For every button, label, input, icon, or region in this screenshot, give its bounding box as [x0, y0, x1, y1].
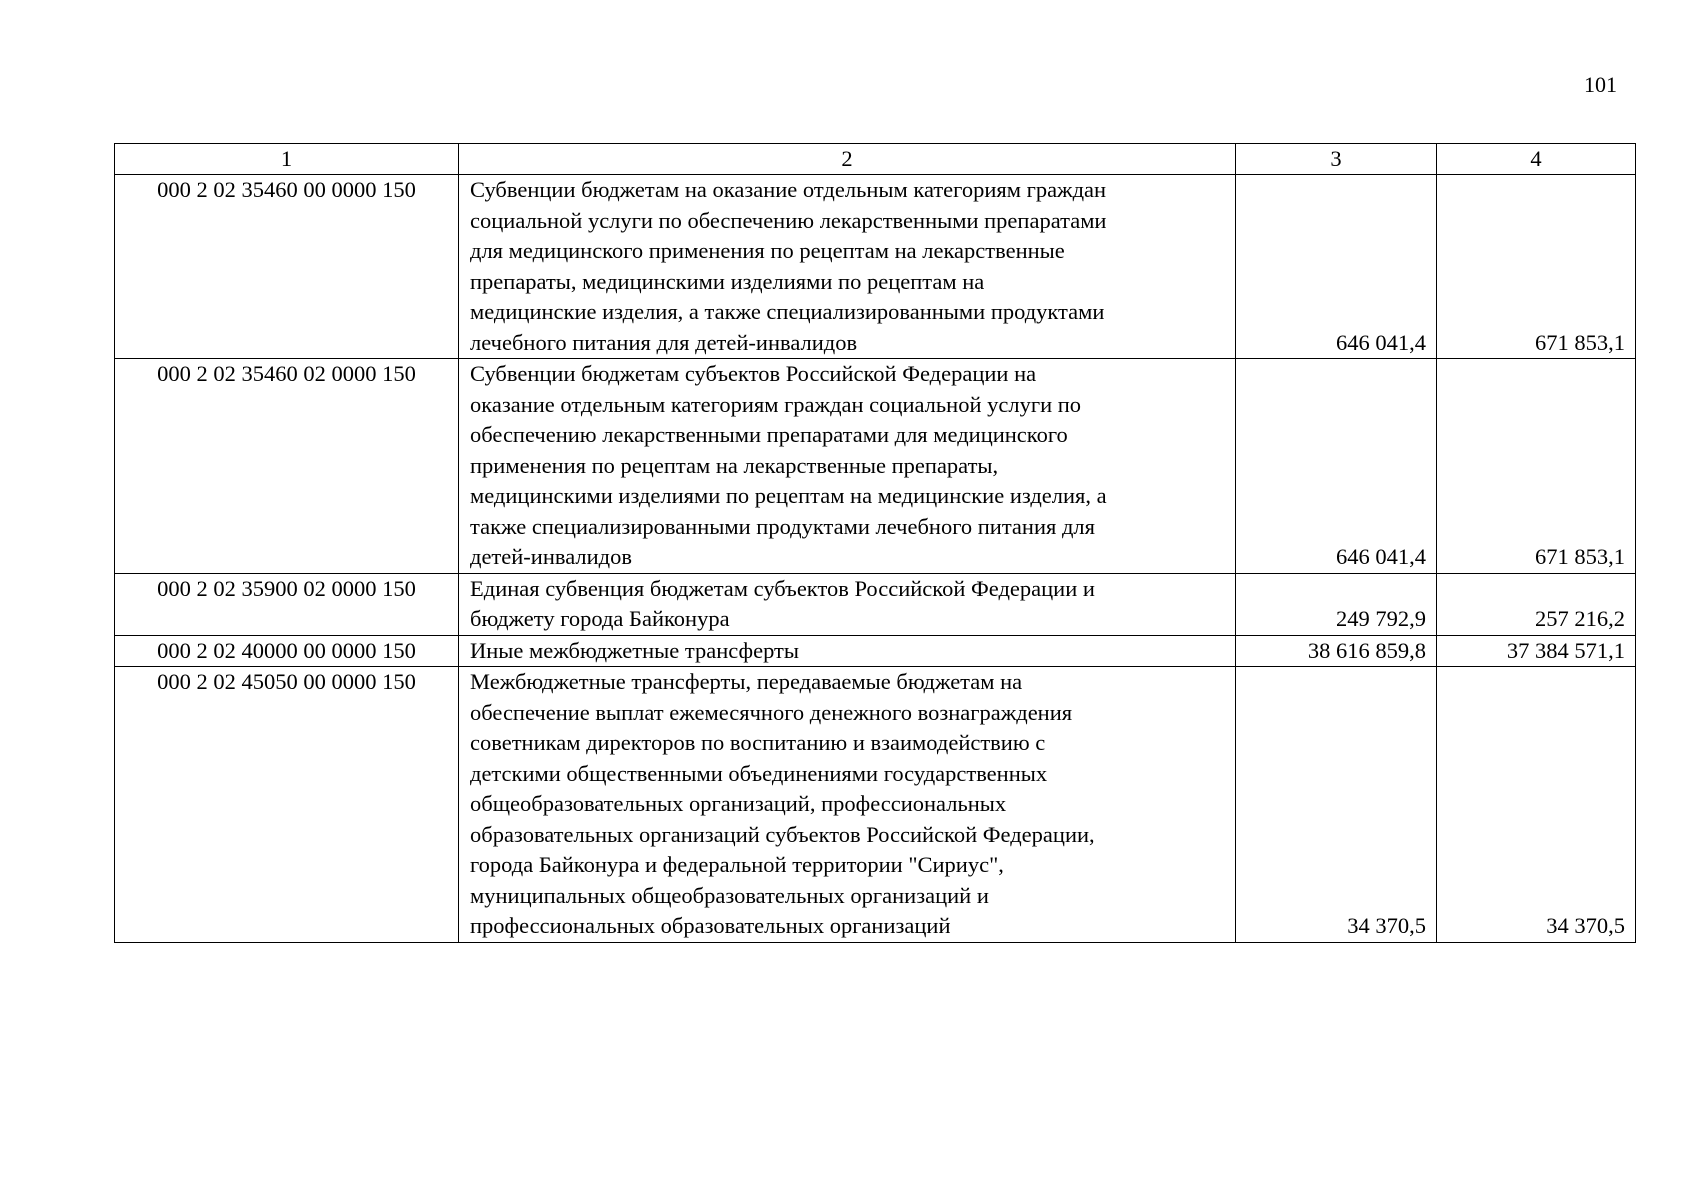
- table-row: [115, 667, 1636, 943]
- amount-column-3-cell: 249 792,9: [1236, 573, 1437, 635]
- description-line: советникам директоров по воспитанию и взаимодействию с: [470, 730, 1046, 755]
- header-cell-1: 1: [115, 144, 459, 175]
- description-cell: [459, 359, 1236, 574]
- description-line: Единая субвенция бюджетам субъектов Российской Федерации и: [470, 575, 1095, 601]
- page-number: 101: [1584, 72, 1617, 97]
- budget-code-cell: 000 2 02 40000 00 0000 150: [115, 635, 459, 667]
- description-line: также специализированными продуктами лечебного питания для: [470, 513, 1096, 539]
- description-line: применения по рецептам на лекарственные препараты,: [470, 452, 999, 478]
- amount-column-3-cell: 34 370,5: [1236, 667, 1437, 943]
- budget-code-cell: 000 2 02 35460 02 0000 150: [115, 359, 459, 574]
- description-line: города Байконура и федеральной территории "Сириус",: [470, 852, 1004, 877]
- table-row: [115, 573, 1636, 635]
- budget-code-cell: 000 2 02 35900 02 0000 150: [115, 573, 459, 635]
- table-row: [115, 359, 1636, 574]
- amount-column-4-cell: 37 384 571,1: [1437, 635, 1636, 667]
- description-line: бюджету города Байконура: [470, 606, 730, 631]
- description-line: общеобразовательных организаций, профессиональных: [470, 791, 1007, 816]
- description-line: социальной услуги по обеспечению лекарственными препаратами: [470, 207, 1107, 233]
- header-cell-3: 3: [1236, 144, 1437, 175]
- amount-column-4-cell: 34 370,5: [1437, 667, 1636, 943]
- amount-column-4-cell: 671 853,1: [1437, 359, 1636, 574]
- description-line: детскими общественными объединениями государственных: [470, 760, 1048, 786]
- budget-table: [114, 143, 1636, 943]
- description-line: для медицинского применения по рецептам на лекарственные: [470, 238, 1065, 263]
- amount-column-4-cell: 671 853,1: [1437, 175, 1636, 359]
- amount-column-3-cell: 646 041,4: [1236, 359, 1437, 574]
- description-cell: [459, 635, 1236, 667]
- amount-column-3-cell: 38 616 859,8: [1236, 635, 1437, 667]
- description-line: Субвенции бюджетам на оказание отдельным категориям граждан: [470, 177, 1107, 202]
- table-body: [115, 144, 1636, 943]
- description-line: обеспечению лекарственными препаратами для медицинского: [470, 422, 1068, 447]
- table-row: [115, 175, 1636, 359]
- table-header-row: [115, 144, 1636, 175]
- description-line: препараты, медицинскими изделиями по рецептам на: [470, 268, 985, 294]
- description-line: Иные межбюджетные трансферты: [470, 637, 800, 663]
- header-cell-2: 2: [459, 144, 1236, 175]
- description-cell: [459, 667, 1236, 943]
- description-line: детей-инвалидов: [470, 544, 632, 569]
- amount-column-3-cell: 646 041,4: [1236, 175, 1437, 359]
- description-line: муниципальных общеобразовательных организаций и: [470, 882, 989, 908]
- budget-code-cell: 000 2 02 35460 00 0000 150: [115, 175, 459, 359]
- description-line: Субвенции бюджетам субъектов Российской Федерации на: [470, 361, 1037, 386]
- description-line: медицинские изделия, а также специализированными продуктами: [470, 299, 1105, 324]
- description-line: профессиональных образовательных организаций: [470, 913, 951, 938]
- table-row: [115, 635, 1636, 667]
- description-line: обеспечение выплат ежемесячного денежного вознаграждения: [470, 699, 1073, 725]
- description-cell: [459, 573, 1236, 635]
- header-cell-4: 4: [1437, 144, 1636, 175]
- description-cell: [459, 175, 1236, 359]
- budget-code-cell: 000 2 02 45050 00 0000 150: [115, 667, 459, 943]
- description-line: лечебного питания для детей-инвалидов: [470, 329, 858, 355]
- amount-column-4-cell: 257 216,2: [1437, 573, 1636, 635]
- description-line: образовательных организаций субъектов Российской Федерации,: [470, 821, 1095, 847]
- description-line: оказание отдельным категориям граждан социальной услуги по: [470, 391, 1082, 417]
- description-line: Межбюджетные трансферты, передаваемые бюджетам на: [470, 669, 1023, 694]
- description-line: медицинскими изделиями по рецептам на медицинские изделия, а: [470, 483, 1107, 508]
